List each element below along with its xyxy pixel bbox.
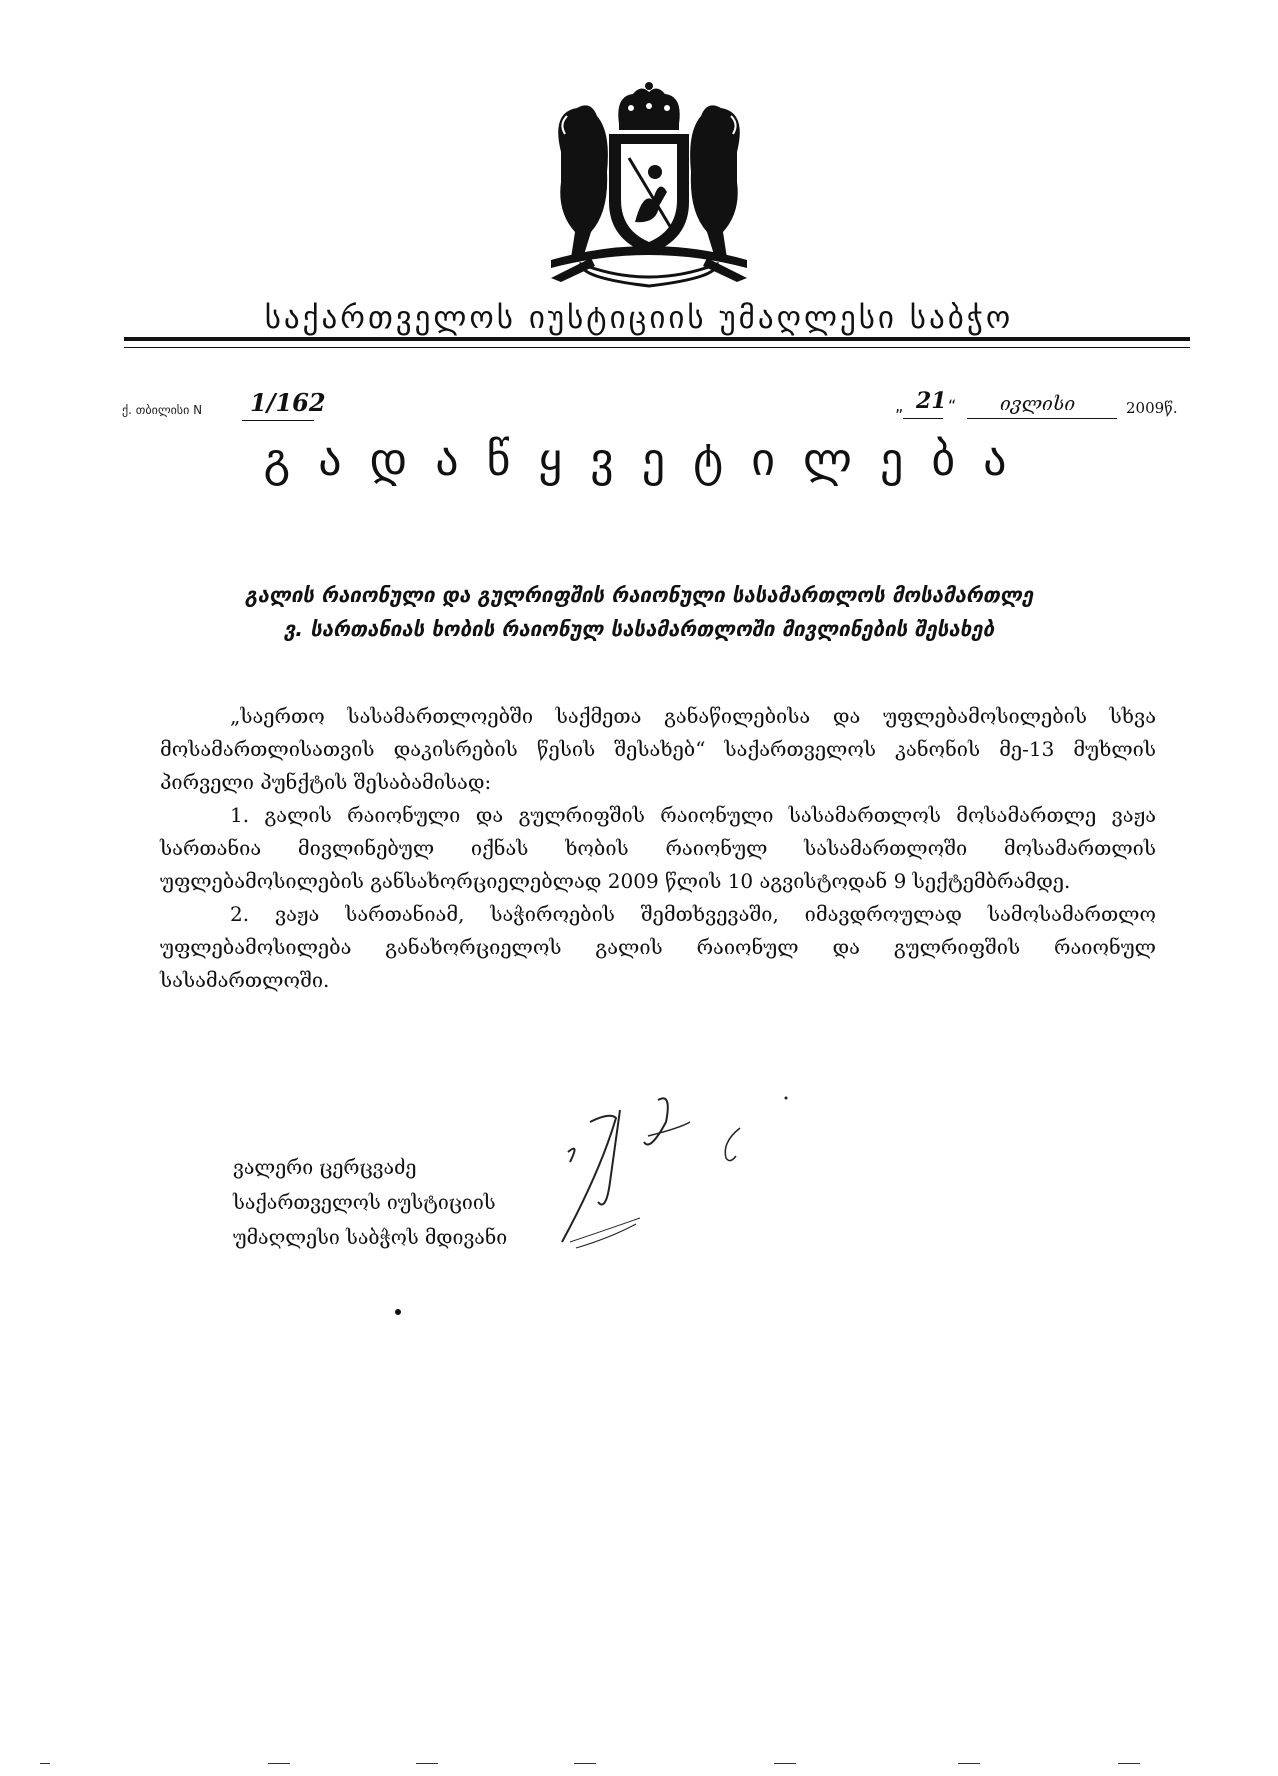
document-subject	[0, 578, 1278, 646]
document-title: გადაწყვეტილება	[263, 432, 1035, 486]
handwritten-signature	[540, 1092, 820, 1262]
date-month-underline	[967, 418, 1117, 419]
scan-mark	[416, 1763, 438, 1764]
scan-mark	[774, 1763, 796, 1764]
body-paragraph-item-2: 2. ვაჟა სართანიამ, საჭიროების შემთხვევაში, იმავდროულად სამოსამართლო უფლებამოსილება განახორციელოს გალის რაიონულ და გულრიფშის რაიონულ სასამართლოში.	[160, 902, 1156, 992]
body-paragraph-preamble: „საერთო სასამართლოებში საქმეთა განაწილებისა და უფლებამოსილების სხვა მოსამართლისათვის დაკისრების წესის შესახებ“ საქართველოს კანონის მე-13 მუხლის პირველი პუნქტის შესაბამისად:	[160, 704, 1156, 794]
date-year: 2009წ.	[1126, 399, 1178, 417]
date-month: ივლისი	[1000, 393, 1076, 415]
signer-block	[233, 1150, 507, 1255]
signer-name: ვალერი ცერცვაძე	[233, 1156, 417, 1179]
registration-label: ქ. თბილისი N	[122, 403, 203, 417]
signer-title-line-1: საქართველოს იუსტიციის	[233, 1191, 496, 1214]
header-divider-thick	[124, 337, 1190, 341]
date-day-underline	[903, 418, 943, 419]
scan-mark	[958, 1763, 980, 1764]
scan-mark	[1118, 1763, 1140, 1764]
subject-line-2: ვ. სართანიას ხობის რაიონულ სასამართლოში მივლინების შესახებ	[283, 617, 995, 641]
registration-underline	[242, 420, 314, 421]
subject-line-1: გალის რაიონული და გულრიფშის რაიონული სასამართლოს მოსამართლე	[244, 583, 1034, 607]
signer-title-line-2: უმაღლესი საბჭოს მდივანი	[233, 1226, 508, 1249]
ink-dot	[395, 1309, 401, 1315]
date-open-quote: „	[895, 396, 904, 415]
scan-mark	[268, 1763, 290, 1764]
registration-number: 1/162	[250, 388, 326, 417]
document-body	[160, 700, 1156, 997]
scan-mark	[40, 1763, 50, 1764]
date-day: 21	[916, 388, 947, 414]
coat-of-arms-emblem	[531, 82, 767, 292]
date-close-quote: “	[948, 396, 957, 415]
body-paragraph-item-1: 1. გალის რაიონული და გულრიფშის რაიონული სასამართლოს მოსამართლე ვაჟა სართანია მივლინებულ იქნას ხობის რაიონულ სასამართლოში მოსამართლის უფლებამოსილების განსახორციელებლად 2009 წლის 10 აგვისტოდან 9 სექტემბრამდე.	[160, 803, 1156, 893]
scan-mark	[574, 1763, 596, 1764]
header-divider-thin	[124, 347, 1190, 348]
organization-name: საქართველოს იუსტიციის უმაღლესი საბჭო	[264, 300, 1014, 336]
